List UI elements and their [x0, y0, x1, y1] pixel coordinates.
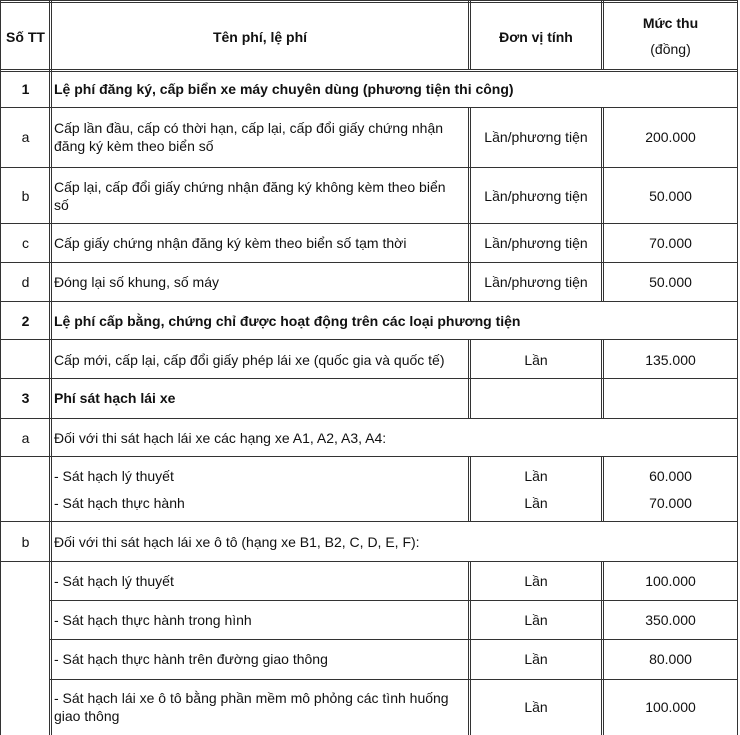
- row-3b-title: Đối với thi sát hạch lái xe ô tô (hạng xe B1, B2, C, D, E, F):: [54, 534, 420, 550]
- row-1a-code: a: [21, 129, 30, 145]
- row-1c-code: c: [22, 235, 29, 251]
- header-stt: Số TT: [6, 29, 45, 45]
- row-1b-fee: 50.000: [649, 188, 692, 204]
- row-1c-name: Cấp giấy chứng nhận đăng ký kèm theo biển số tạm thời: [54, 235, 407, 251]
- row-1d-fee: 50.000: [649, 274, 692, 290]
- row-3b-code: b: [21, 534, 30, 550]
- row-1b-name: Cấp lại, cấp đổi giấy chứng nhận đăng ký không kèm theo biển số: [54, 179, 446, 213]
- row-1b-unit: Lần/phương tiện: [484, 188, 588, 204]
- row-3a-code: a: [21, 430, 30, 446]
- row-3a-title: Đối với thi sát hạch lái xe các hạng xe A1, A2, A3, A4:: [54, 430, 387, 446]
- row-3a-item-2-unit: Lần: [524, 495, 548, 511]
- row-3b-item-3-name: - Sát hạch thực hành trên đường giao thông: [54, 651, 328, 667]
- header-fee-line1: Mức thu: [642, 15, 699, 31]
- row-3b-item-1-unit: Lần: [524, 573, 548, 589]
- row-1d-unit: Lần/phương tiện: [484, 274, 588, 290]
- section-3-title: Phí sát hạch lái xe: [54, 390, 176, 406]
- row-3b-item-3-fee: 80.000: [649, 651, 692, 667]
- row-3a-item-2-name: - Sát hạch thực hành: [54, 495, 185, 511]
- row-3b-item-3-unit: Lần: [524, 651, 548, 667]
- row-1a-unit: Lần/phương tiện: [484, 129, 588, 145]
- row-3a-item-1-unit: Lần: [524, 468, 548, 484]
- row-2-name: Cấp mới, cấp lại, cấp đổi giấy phép lái xe (quốc gia và quốc tế): [54, 352, 445, 368]
- section-2-title: Lệ phí cấp bằng, chứng chỉ được hoạt động trên các loại phương tiện: [54, 313, 521, 329]
- header-name: Tên phí, lệ phí: [212, 29, 308, 45]
- row-1b-code: b: [21, 188, 30, 204]
- row-1c-unit: Lần/phương tiện: [484, 235, 588, 251]
- row-3b-item-4-name: - Sát hạch lái xe ô tô bằng phần mềm mô phỏng các tình huống giao thông: [54, 690, 449, 724]
- row-3b-item-4-unit: Lần: [524, 699, 548, 715]
- section-3-number: 3: [21, 390, 30, 406]
- row-3a-item-1-fee: 60.000: [649, 468, 692, 484]
- section-1-number: 1: [21, 81, 30, 97]
- row-2-fee: 135.000: [645, 352, 696, 368]
- row-1a-name: Cấp lần đầu, cấp có thời hạn, cấp lại, cấp đổi giấy chứng nhận đăng ký kèm theo biển số: [54, 120, 444, 154]
- row-1d-name: Đóng lại số khung, số máy: [54, 274, 219, 290]
- section-1-title: Lệ phí đăng ký, cấp biển xe máy chuyên dùng (phương tiện thi công): [54, 81, 514, 97]
- row-3b-item-4-fee: 100.000: [645, 699, 696, 715]
- row-3b-item-1-fee: 100.000: [645, 573, 696, 589]
- row-3b-item-1-name: - Sát hạch lý thuyết: [54, 573, 174, 589]
- row-1a-fee: 200.000: [645, 129, 696, 145]
- row-3a-item-1-name: - Sát hạch lý thuyết: [54, 468, 174, 484]
- row-3b-item-2-unit: Lần: [524, 612, 548, 628]
- row-1c-fee: 70.000: [649, 235, 692, 251]
- section-2-number: 2: [21, 313, 30, 329]
- row-3a-item-2-fee: 70.000: [649, 495, 692, 511]
- row-3b-item-2-name: - Sát hạch thực hành trong hình: [54, 612, 252, 628]
- header-unit: Đơn vị tính: [499, 29, 573, 45]
- header-fee-line2: (đồng): [650, 41, 691, 57]
- row-3b-item-2-fee: 350.000: [645, 612, 696, 628]
- row-2-unit: Lần: [524, 352, 548, 368]
- row-1d-code: d: [21, 274, 30, 290]
